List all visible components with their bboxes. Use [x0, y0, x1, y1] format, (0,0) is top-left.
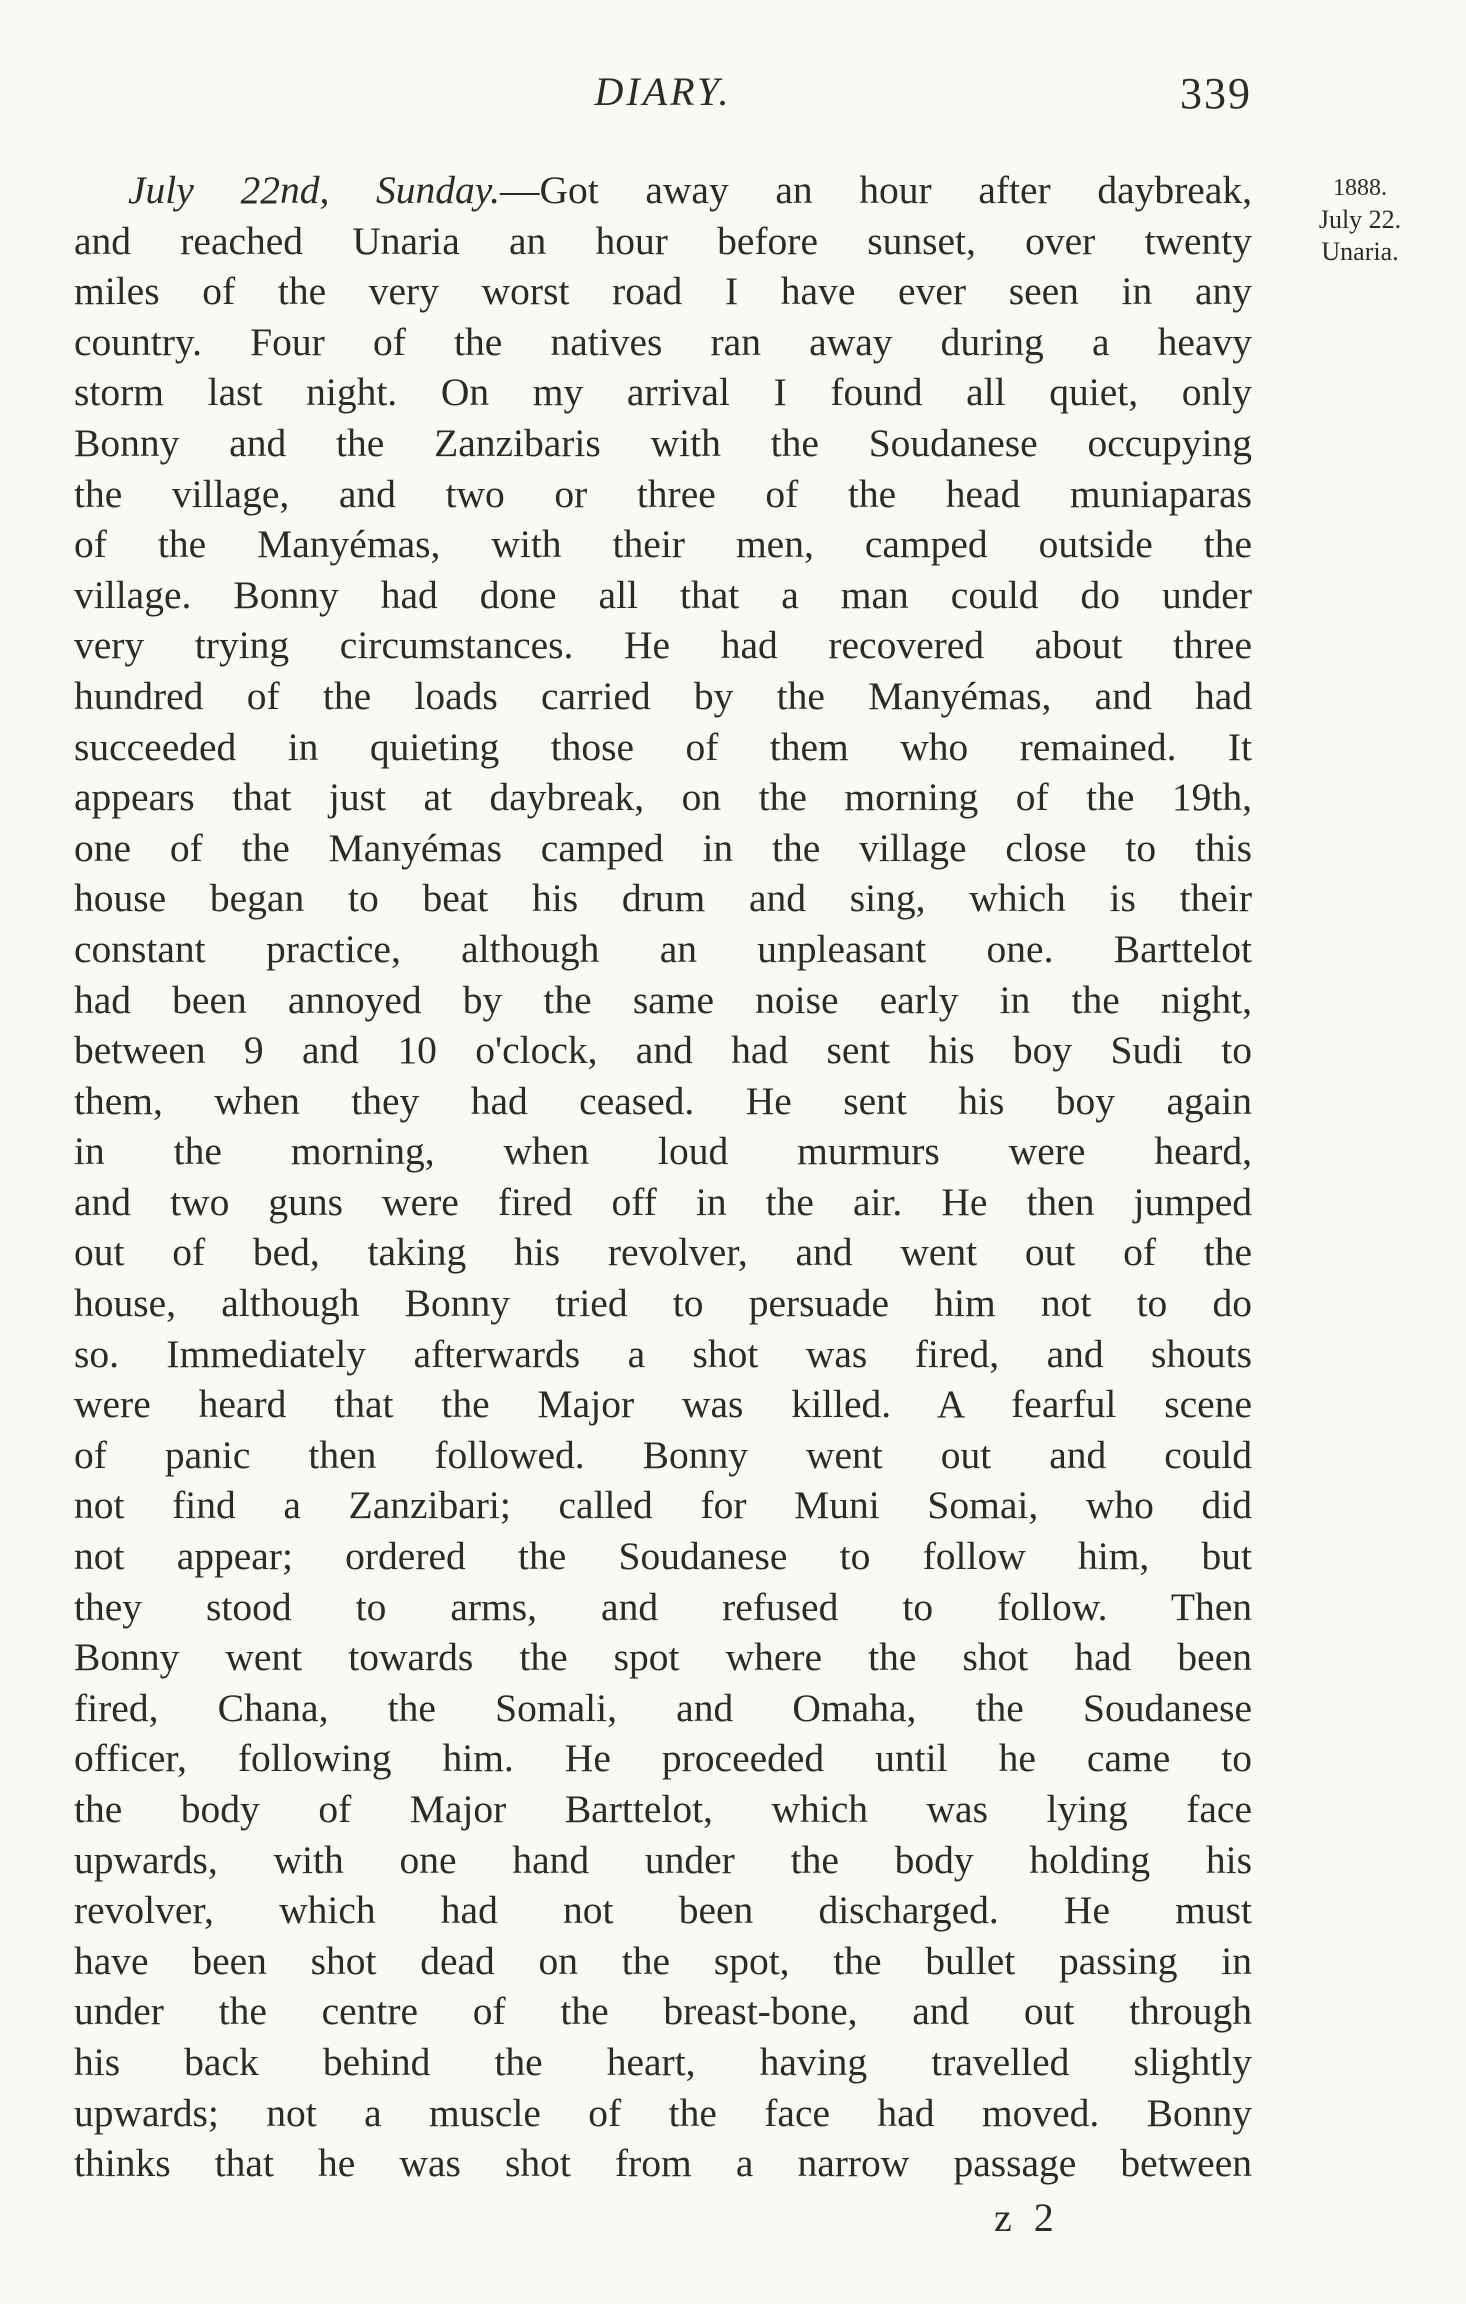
text-line: miles of the very worst road I have ever seen in any — [74, 269, 1252, 314]
text-line: village. Bonny had done all that a man could do under — [74, 572, 1252, 617]
text-line: appears that just at daybreak, on the morning of the 19th, — [74, 775, 1252, 820]
text-line: so. Immediately afterwards a shot was fired, and shouts — [74, 1331, 1252, 1376]
text-line: under the centre of the breast-bone, and out through — [74, 1989, 1252, 2034]
date-lead: July 22nd, Sunday. — [128, 168, 500, 212]
text-line: very trying circumstances. He had recovered about three — [74, 623, 1252, 668]
margin-note-year: 1888. — [1333, 175, 1387, 201]
text-line: upwards, with one hand under the body holding his — [74, 1837, 1252, 1882]
text-line: thinks that he was shot from a narrow passage between — [74, 2141, 1252, 2186]
text-line: them, when they had ceased. He sent his boy again — [74, 1078, 1252, 1123]
text-line: constant practice, although an unpleasant one. Barttelot — [74, 926, 1252, 971]
page-number: 339 — [1180, 69, 1252, 118]
text-line: of panic then followed. Bonny went out and could — [74, 1432, 1252, 1477]
text-line: the village, and two or three of the head muniaparas — [74, 471, 1252, 516]
first-line-rest: —Got away an hour after daybreak, — [499, 168, 1252, 212]
diary-text — [74, 165, 1252, 2189]
text-line: Bonny went towards the spot where the shot had been — [74, 1635, 1252, 1680]
text-line: house began to beat his drum and sing, which is their — [74, 876, 1252, 921]
text-line: the body of Major Barttelot, which was lying face — [74, 1787, 1252, 1831]
text-line: between 9 and 10 o'clock, and had sent his boy Sudi to — [74, 1028, 1252, 1073]
text-line: and reached Unaria an hour before sunset, over twenty — [74, 218, 1252, 263]
text-line: in the morning, when loud murmurs were heard, — [74, 1129, 1252, 1174]
running-title: DIARY. — [594, 69, 732, 114]
text-line: country. Four of the natives ran away during a heavy — [74, 319, 1252, 364]
margin-note-date: July 22. — [1318, 205, 1402, 234]
text-line: one of the Manyémas camped in the village close to this — [74, 825, 1252, 870]
text-line: succeeded in quieting those of them who remained. It — [74, 724, 1252, 769]
text-line: were heard that the Major was killed. A fearful scene — [74, 1382, 1252, 1427]
text-line: officer, following him. He proceeded until he came to — [74, 1736, 1252, 1781]
signature-mark: z 2 — [994, 2195, 1060, 2240]
text-line: his back behind the heart, having travelled slightly — [74, 2039, 1252, 2084]
text-line: and two guns were fired off in the air. He then jumped — [74, 1179, 1252, 1224]
margin-note — [1280, 172, 1440, 268]
text-line: they stood to arms, and refused to follow. Then — [74, 1584, 1252, 1629]
text-line: of the Manyémas, with their men, camped outside the — [74, 522, 1252, 567]
text-line: not appear; ordered the Soudanese to follow him, but — [74, 1534, 1252, 1579]
text-line: fired, Chana, the Somali, and Omaha, the Soudanese — [74, 1685, 1252, 1730]
margin-note-place: Unaria. — [1321, 237, 1399, 266]
text-line: house, although Bonny tried to persuade him not to do — [74, 1281, 1252, 1326]
text-line: upwards; not a muscle of the face had moved. Bonny — [74, 2090, 1252, 2135]
text-line: had been annoyed by the same noise early in the night, — [74, 977, 1252, 1022]
text-line: Bonny and the Zanzibaris with the Soudanese occupying — [74, 420, 1252, 465]
text-line — [74, 165, 1252, 216]
text-line: not find a Zanzibari; called for Muni Somai, who did — [74, 1483, 1252, 1528]
text-line: storm last night. On my arrival I found all quiet, only — [74, 370, 1252, 415]
text-line: revolver, which had not been discharged. He must — [74, 1888, 1252, 1933]
text-line: hundred of the loads carried by the Manyémas, and had — [74, 673, 1252, 718]
text-line: have been shot dead on the spot, the bullet passing in — [74, 1938, 1252, 1983]
running-head — [74, 68, 1252, 128]
text-line: out of bed, taking his revolver, and went out of the — [74, 1230, 1252, 1275]
